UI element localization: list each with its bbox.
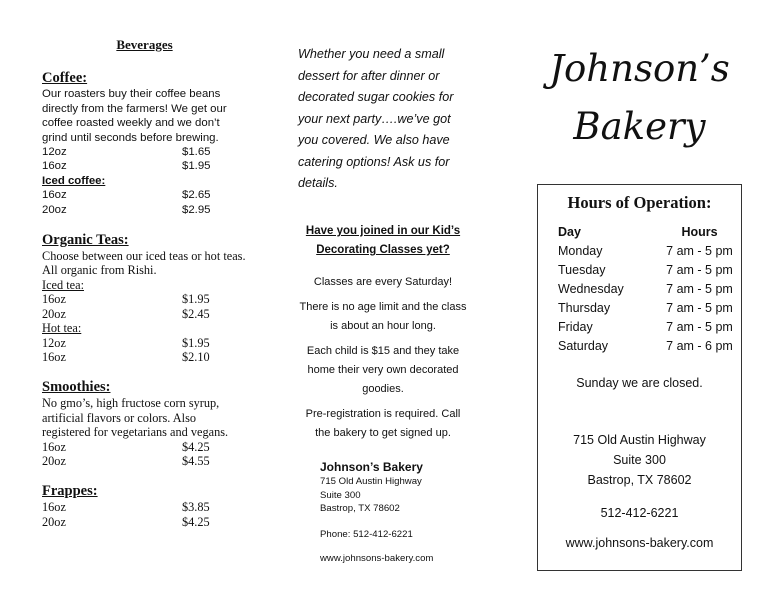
hours-row [538,318,741,337]
kids-heading: Have you joined in our Kid’s Decorating Classes yet? [305,225,461,256]
logo-line1: Johnson’s [549,47,730,90]
hours-row [538,299,741,318]
city: Bastrop, TX 78602 [587,473,692,487]
website: www.johnsons-bakery.com [565,536,714,550]
size: 16oz [42,160,67,173]
menu-section [42,379,247,468]
kids-para: Classes are every Saturday! [313,276,453,288]
price: $1.95 [182,335,210,350]
menu-item [42,515,247,529]
menu-item [42,188,247,202]
day: Tuesday [558,263,606,277]
size: 16oz [42,500,66,515]
phone: 512-412-6221 [600,506,679,520]
menu-section [42,70,247,217]
kids-para: Pre-registration is required. Call the bakery to get signed up. [305,408,461,439]
menu-section [42,232,247,364]
size: 20oz [42,453,66,468]
hours-header: Hours [681,225,718,239]
beverages-title: Beverages [116,37,173,52]
price: $2.95 [182,203,211,216]
menu-item [42,292,247,306]
kids-para: Each child is $15 and they take home their very own decorated goodies. [306,345,460,395]
logo [537,40,742,156]
time: 7 am - 5 pm [666,244,733,258]
price: $2.10 [182,349,210,364]
street: 715 Old Austin Highway [320,476,422,487]
intro-text: Whether you need a small dessert for after dinner or decorated sugar cookies for your next party….we’ve got you covered. We also have catering options! Ask us for details. [298,47,454,190]
phone: Phone: 512-412-6221 [320,528,413,540]
menu-item [42,203,247,217]
street: 715 Old Austin Highway [573,433,706,447]
day: Thursday [558,301,611,315]
menu-item [42,454,247,468]
price: $1.95 [182,292,210,307]
price: $4.25 [182,439,210,454]
time: 7 am - 5 pm [666,263,733,277]
size: 12oz [42,335,66,350]
menu-item [42,159,247,173]
price: $3.85 [182,500,210,515]
hours-row [538,337,741,356]
section-title: Organic Teas: [42,232,129,249]
size: 16oz [42,292,66,307]
size: 20oz [42,203,67,216]
logo-line2: Bakery [573,105,706,148]
day: Wednesday [558,282,624,296]
section-desc: No gmo’s, high fructose corn syrup, artificial flavors or colors. Also registered for vegetarians and vegans. [42,396,229,440]
suite: Suite 300 [613,453,666,467]
menu-item [42,350,247,364]
website: www.johnsons-bakery.com [320,553,434,564]
time: 7 am - 5 pm [666,301,733,315]
kids-classes [298,222,468,449]
price: $4.25 [182,514,210,529]
price: $2.65 [182,189,211,202]
time: 7 am - 6 pm [666,339,733,353]
size: 16oz [42,439,66,454]
price: $1.65 [182,146,211,159]
day: Monday [558,244,603,258]
menu-item [42,440,247,454]
section-title: Smoothies: [42,379,111,396]
size: 20oz [42,514,66,529]
address-block [320,459,433,566]
city: Bastrop, TX 78602 [320,503,400,514]
hours-box [537,184,742,571]
closed-note: Sunday we are closed. [576,376,703,390]
section-desc: Our roasters buy their coffee beans directly from the farmers! We get our coffee roasted weekly and we don’t grind until seconds before brewing. [42,88,227,144]
day: Saturday [558,339,609,353]
bakery-name: Johnson’s Bakery [320,460,423,474]
menu-item [42,336,247,350]
hours-row [538,242,741,261]
section-desc: Choose between our iced teas or hot teas. All organic from Rishi. [42,249,246,278]
time: 7 am - 5 pm [666,282,733,296]
day: Friday [558,320,593,334]
menu-item [42,307,247,321]
suite: Suite 300 [320,489,361,501]
price: $2.45 [182,306,210,321]
size: 16oz [42,189,67,202]
hours-row [538,261,741,280]
size: 12oz [42,146,67,159]
day-header: Day [558,225,581,239]
group-label: Hot tea: [42,321,82,336]
price: $4.55 [182,453,210,468]
group-label: Iced coffee: [42,174,106,187]
menu-item [42,145,247,159]
section-title: Coffee: [42,70,88,87]
group-label: Iced tea: [42,277,84,292]
kids-para: There is no age limit and the class is about an hour long. [299,301,467,332]
hours-row [538,280,741,299]
hours-title: Hours of Operation: [567,193,712,212]
price: $1.95 [182,160,211,173]
menu-section [42,483,247,529]
menu-item [42,500,247,514]
section-title: Frappes: [42,483,98,500]
size: 16oz [42,349,66,364]
time: 7 am - 5 pm [666,320,733,334]
size: 20oz [42,306,66,321]
beverages-column [42,38,247,544]
